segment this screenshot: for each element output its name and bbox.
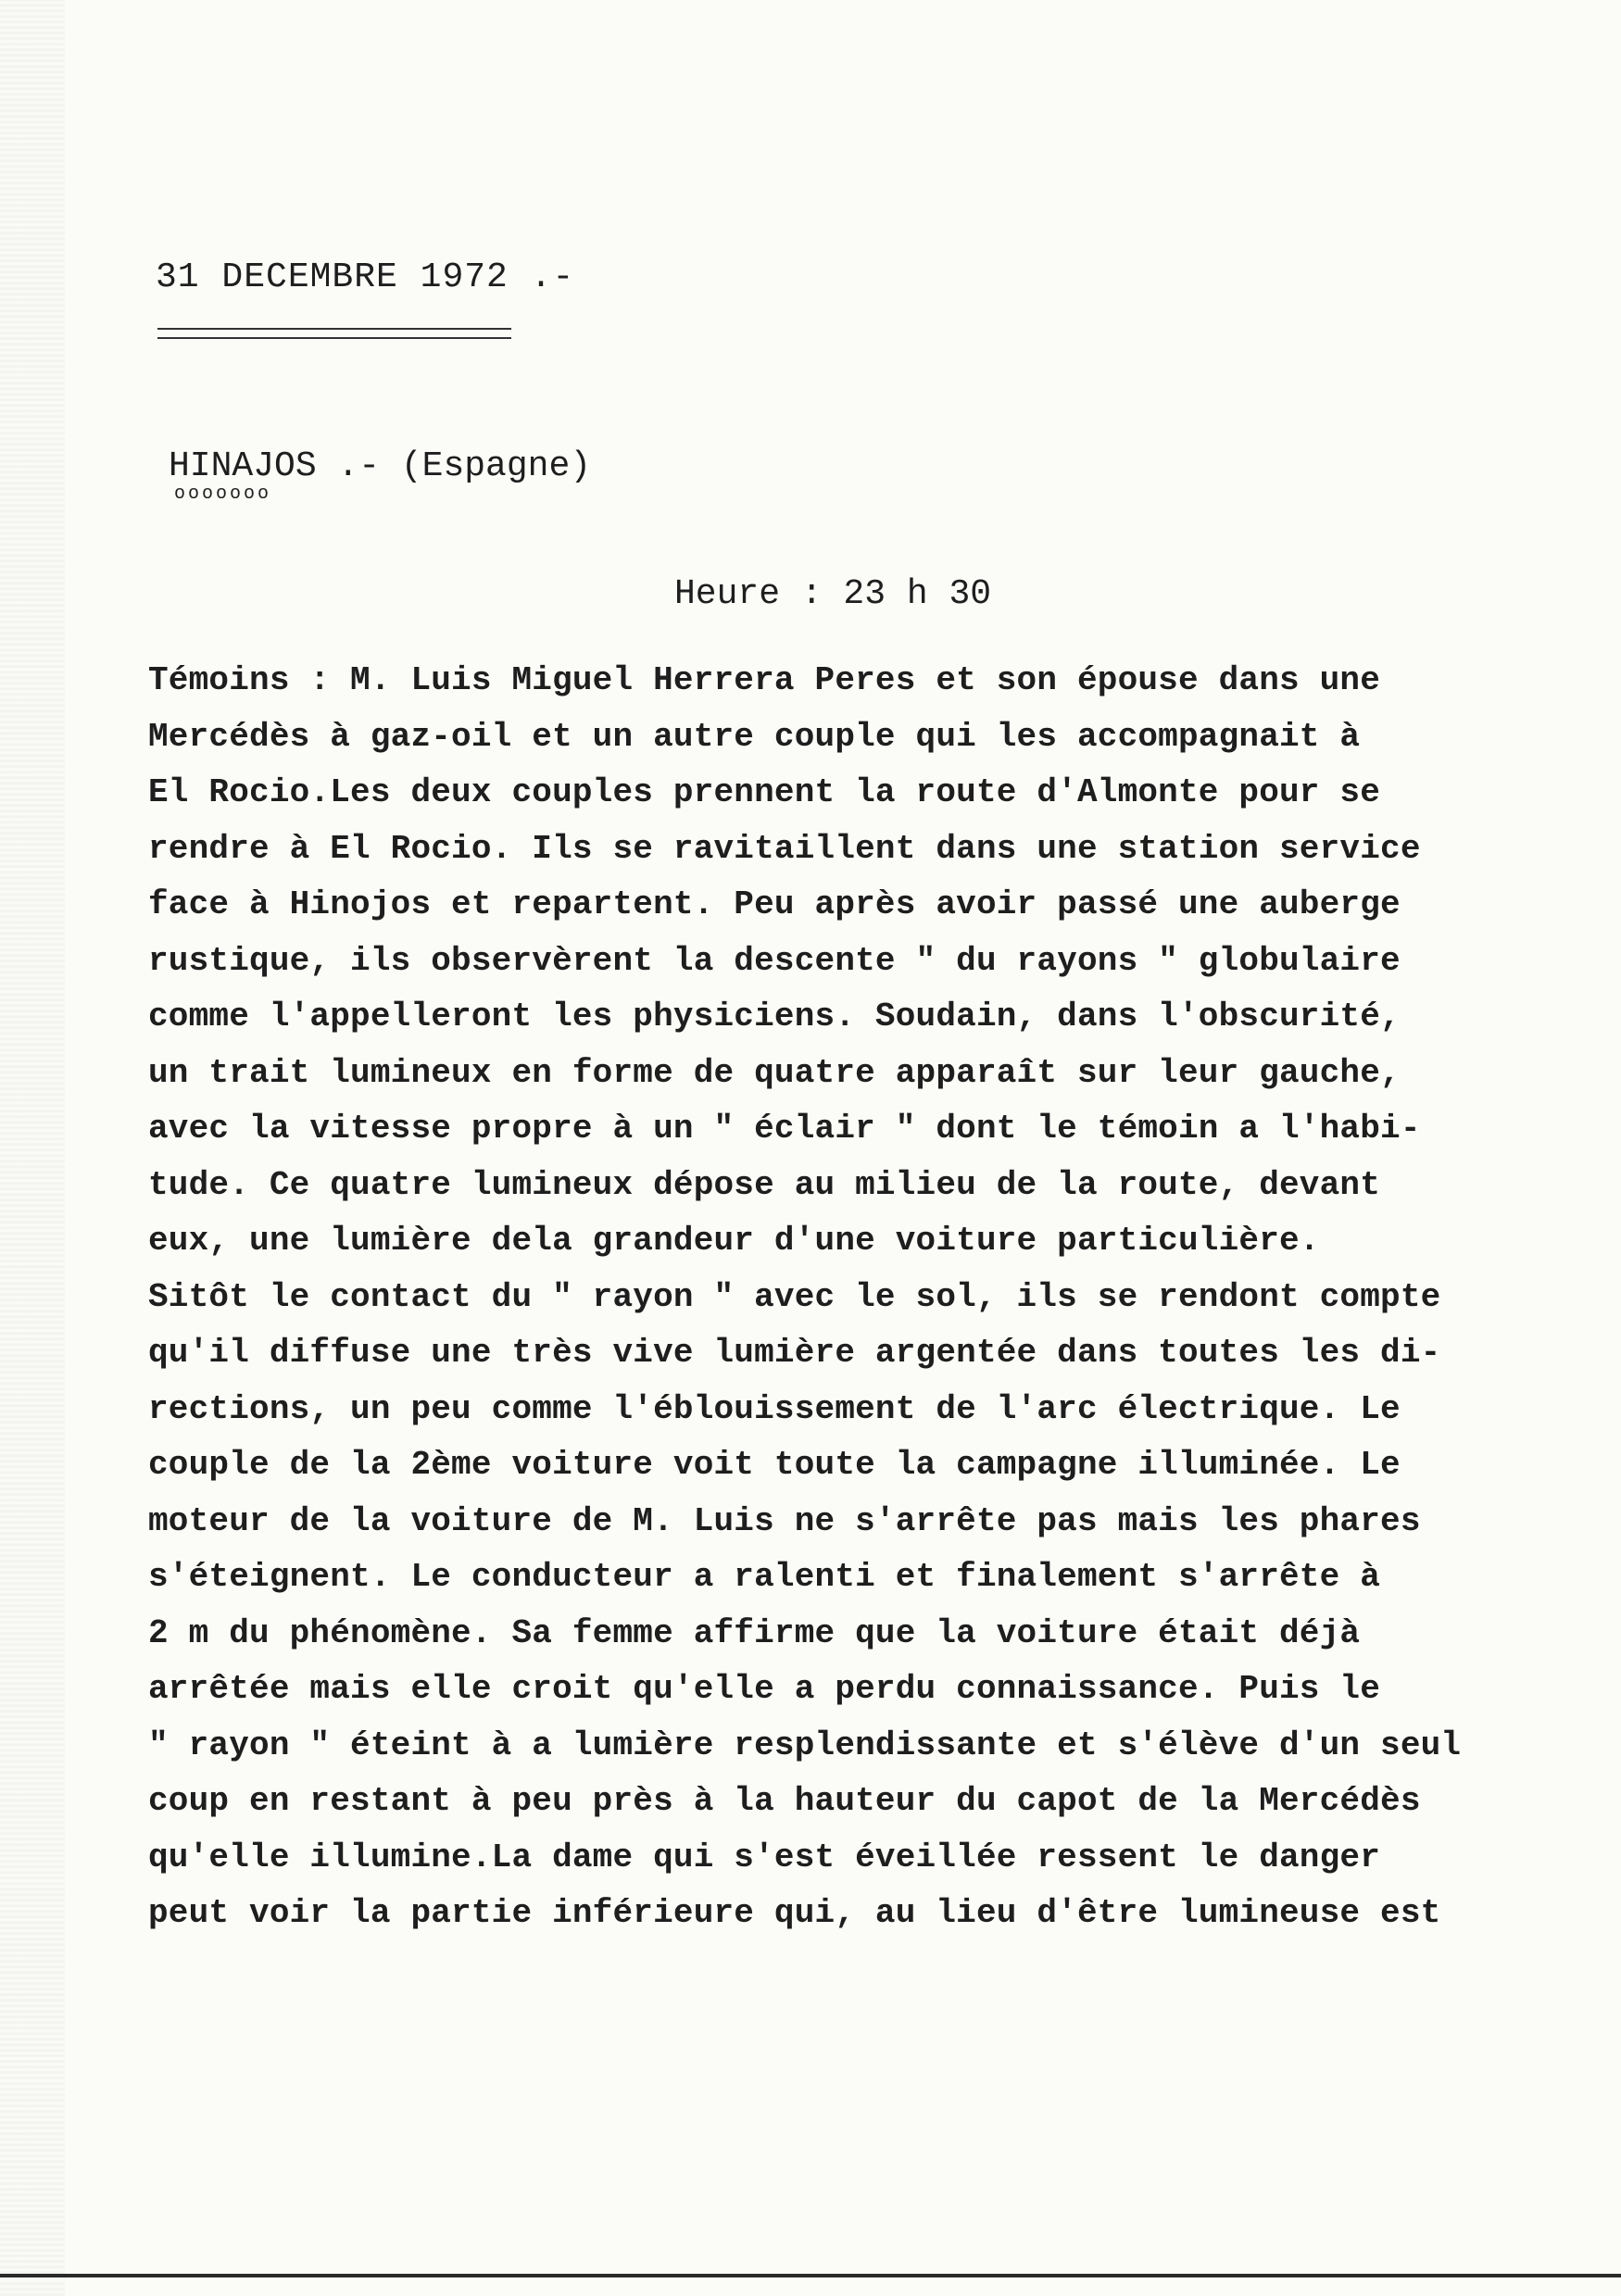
- report-date: 31 DECEMBRE 1972 .-: [156, 257, 575, 297]
- date-underline-1: [157, 328, 511, 330]
- body-line: " rayon " éteint à a lumière resplendissante et s'élève d'un seul: [148, 1725, 1462, 1764]
- body-line: qu'elle illumine.La dame qui s'est éveillée ressent le danger: [148, 1838, 1381, 1876]
- report-location: HINAJOS .- (Espagne): [169, 446, 592, 486]
- body-line: qu'il diffuse une très vive lumière argentée dans toutes les di-: [148, 1334, 1441, 1372]
- body-line: s'éteignent. Le conducteur a ralenti et finalement s'arrête à: [148, 1558, 1381, 1596]
- body-line: rustique, ils observèrent la descente " du rayons " globulaire: [148, 941, 1401, 980]
- report-time: Heure : 23 h 30: [674, 574, 992, 614]
- body-line: Mercédès à gaz-oil et un autre couple qui les accompagnait à: [148, 717, 1361, 756]
- body-line: rendre à El Rocio. Ils se ravitaillent dans une station service: [148, 829, 1421, 868]
- body-line: un trait lumineux en forme de quatre apparaît sur leur gauche,: [148, 1053, 1401, 1092]
- bottom-edge-rule: [0, 2274, 1621, 2277]
- body-line: Témoins : M. Luis Miguel Herrera Peres et son épouse dans une: [148, 661, 1381, 699]
- body-line: couple de la 2ème voiture voit toute la campagne illuminée. Le: [148, 1446, 1401, 1484]
- body-line: eux, une lumière dela grandeur d'une voiture particulière.: [148, 1222, 1320, 1260]
- body-line: moteur de la voiture de M. Luis ne s'arrête pas mais les phares: [148, 1501, 1421, 1540]
- body-line: tude. Ce quatre lumineux dépose au milieu de la route, devant: [148, 1165, 1381, 1204]
- location-underline-ornament: ooooooo: [174, 483, 272, 505]
- body-line: arrêtée mais elle croit qu'elle a perdu connaissance. Puis le: [148, 1670, 1381, 1708]
- body-line: 2 m du phénomène. Sa femme affirme que la voiture était déjà: [148, 1613, 1361, 1652]
- body-line: avec la vitesse propre à un " éclair " dont le témoin a l'habi-: [148, 1110, 1421, 1148]
- body-line: Sitôt le contact du " rayon " avec le sol, ils se rendont compte: [148, 1277, 1441, 1316]
- body-line: rections, un peu comme l'éblouissement de l'arc électrique. Le: [148, 1389, 1401, 1428]
- date-underline-2: [157, 337, 511, 339]
- report-body: [148, 653, 1501, 1942]
- body-line: comme l'appelleront les physiciens. Soudain, dans l'obscurité,: [148, 997, 1401, 1035]
- body-line: El Rocio.Les deux couples prennent la route d'Almonte pour se: [148, 773, 1381, 811]
- body-line: face à Hinojos et repartent. Peu après avoir passé une auberge: [148, 885, 1401, 923]
- scan-edge-noise: [0, 0, 65, 2296]
- body-line: coup en restant à peu près à la hauteur du capot de la Mercédès: [148, 1782, 1421, 1820]
- body-line: peut voir la partie inférieure qui, au lieu d'être lumineuse est: [148, 1894, 1441, 1932]
